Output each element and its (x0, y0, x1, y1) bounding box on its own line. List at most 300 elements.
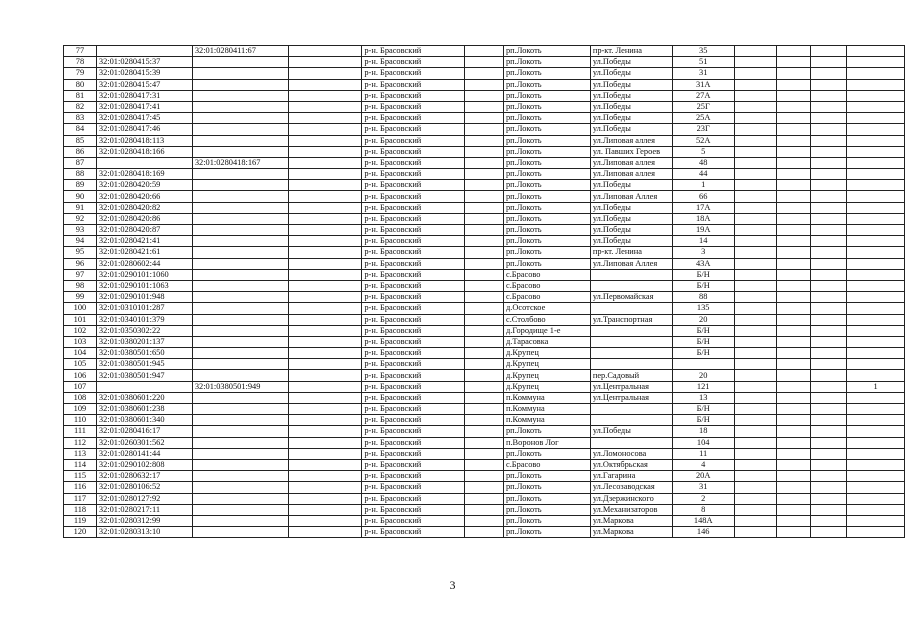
extra-cell (847, 135, 905, 146)
house-cell: Б/Н (672, 280, 734, 291)
empty-cell (811, 79, 847, 90)
settlement-cell: рп.Локоть (503, 471, 590, 482)
empty-cell (465, 314, 504, 325)
settlement-cell: д.Городище 1-е (503, 325, 590, 336)
table-row (64, 269, 905, 280)
empty-cell (777, 213, 811, 224)
table-row (64, 213, 905, 224)
empty-cell (734, 527, 777, 538)
row-number: 108 (64, 392, 97, 403)
cadastral-number: 32:01:0280417:41 (96, 101, 192, 112)
row-number: 98 (64, 280, 97, 291)
empty-cell (288, 202, 362, 213)
empty-cell (811, 46, 847, 57)
settlement-cell: рп.Локоть (503, 493, 590, 504)
table-row (64, 392, 905, 403)
table-row (64, 325, 905, 336)
row-number: 106 (64, 370, 97, 381)
extra-cell (847, 269, 905, 280)
cadastral-number-alt (192, 90, 288, 101)
extra-cell (847, 213, 905, 224)
extra-cell (847, 392, 905, 403)
table-row (64, 146, 905, 157)
district-cell: р-н. Брасовский (362, 101, 465, 112)
empty-cell (465, 157, 504, 168)
empty-cell (777, 90, 811, 101)
cadastral-number: 32:01:0280421:61 (96, 247, 192, 258)
empty-cell (465, 471, 504, 482)
empty-cell (811, 415, 847, 426)
table-row (64, 336, 905, 347)
empty-cell (777, 471, 811, 482)
house-cell: 18 (672, 426, 734, 437)
empty-cell (734, 157, 777, 168)
page-number: 3 (449, 578, 456, 592)
empty-cell (288, 448, 362, 459)
cadastral-number: 32:01:0380601:238 (96, 404, 192, 415)
district-cell: р-н. Брасовский (362, 515, 465, 526)
cadastral-number-alt (192, 135, 288, 146)
empty-cell (777, 303, 811, 314)
row-number: 114 (64, 459, 97, 470)
extra-cell (847, 303, 905, 314)
empty-cell (811, 101, 847, 112)
empty-cell (288, 225, 362, 236)
empty-cell (734, 336, 777, 347)
table-row (64, 236, 905, 247)
street-cell: ул.Победы (590, 113, 672, 124)
district-cell: р-н. Брасовский (362, 169, 465, 180)
empty-cell (465, 370, 504, 381)
cadastral-number-alt (192, 79, 288, 90)
empty-cell (288, 269, 362, 280)
house-cell: 20А (672, 471, 734, 482)
district-cell: р-н. Брасовский (362, 57, 465, 68)
house-cell: 148А (672, 515, 734, 526)
district-cell: р-н. Брасовский (362, 448, 465, 459)
street-cell (590, 325, 672, 336)
district-cell: р-н. Брасовский (362, 135, 465, 146)
settlement-cell: рп.Локоть (503, 124, 590, 135)
street-cell (590, 404, 672, 415)
district-cell: р-н. Брасовский (362, 124, 465, 135)
empty-cell (734, 292, 777, 303)
cadastral-number-alt (192, 404, 288, 415)
empty-cell (777, 426, 811, 437)
settlement-cell: рп.Локоть (503, 225, 590, 236)
street-cell: ул.Победы (590, 213, 672, 224)
empty-cell (734, 471, 777, 482)
house-cell: 19А (672, 225, 734, 236)
empty-cell (734, 348, 777, 359)
extra-cell (847, 191, 905, 202)
empty-cell (288, 359, 362, 370)
cadastral-number-alt (192, 504, 288, 515)
street-cell: ул.Победы (590, 202, 672, 213)
district-cell: р-н. Брасовский (362, 280, 465, 291)
extra-cell (847, 258, 905, 269)
empty-cell (465, 124, 504, 135)
table-row (64, 57, 905, 68)
empty-cell (288, 459, 362, 470)
empty-cell (777, 392, 811, 403)
empty-cell (811, 180, 847, 191)
table-row (64, 437, 905, 448)
empty-cell (288, 213, 362, 224)
cadastral-number-alt (192, 236, 288, 247)
empty-cell (777, 404, 811, 415)
empty-cell (288, 348, 362, 359)
empty-cell (465, 504, 504, 515)
district-cell: р-н. Брасовский (362, 437, 465, 448)
empty-cell (288, 280, 362, 291)
table-body (64, 46, 905, 538)
empty-cell (777, 527, 811, 538)
street-cell: ул.Победы (590, 90, 672, 101)
empty-cell (734, 258, 777, 269)
empty-cell (777, 124, 811, 135)
empty-cell (811, 247, 847, 258)
house-cell: Б/Н (672, 404, 734, 415)
empty-cell (465, 169, 504, 180)
settlement-cell: рп.Локоть (503, 527, 590, 538)
house-cell: 121 (672, 381, 734, 392)
empty-cell (288, 157, 362, 168)
empty-cell (811, 314, 847, 325)
row-number: 118 (64, 504, 97, 515)
empty-cell (465, 292, 504, 303)
street-cell: ул.Транспортная (590, 314, 672, 325)
table-row (64, 79, 905, 90)
street-cell: ул.Липовая аллея (590, 169, 672, 180)
district-cell: р-н. Брасовский (362, 236, 465, 247)
table-row (64, 359, 905, 370)
empty-cell (288, 381, 362, 392)
district-cell: р-н. Брасовский (362, 202, 465, 213)
cadastral-number: 32:01:0290102:808 (96, 459, 192, 470)
cadastral-number: 32:01:0280418:169 (96, 169, 192, 180)
cadastral-number-alt (192, 247, 288, 258)
empty-cell (811, 493, 847, 504)
settlement-cell: рп.Локоть (503, 113, 590, 124)
extra-cell (847, 79, 905, 90)
street-cell: ул.Первомайская (590, 292, 672, 303)
street-cell (590, 437, 672, 448)
street-cell: ул.Победы (590, 225, 672, 236)
house-cell: 43А (672, 258, 734, 269)
row-number: 102 (64, 325, 97, 336)
table-row (64, 493, 905, 504)
cadastral-number-alt (192, 202, 288, 213)
house-cell: 35 (672, 46, 734, 57)
district-cell: р-н. Брасовский (362, 191, 465, 202)
cadastral-number-alt (192, 348, 288, 359)
row-number: 101 (64, 314, 97, 325)
empty-cell (734, 515, 777, 526)
house-cell: 20 (672, 314, 734, 325)
extra-cell (847, 482, 905, 493)
district-cell: р-н. Брасовский (362, 146, 465, 157)
district-cell: р-н. Брасовский (362, 325, 465, 336)
extra-cell (847, 169, 905, 180)
cadastral-number: 32:01:0350302:22 (96, 325, 192, 336)
empty-cell (734, 180, 777, 191)
row-number: 86 (64, 146, 97, 157)
street-cell (590, 348, 672, 359)
empty-cell (465, 493, 504, 504)
extra-cell (847, 404, 905, 415)
extra-cell (847, 180, 905, 191)
row-number: 87 (64, 157, 97, 168)
empty-cell (734, 236, 777, 247)
district-cell: р-н. Брасовский (362, 258, 465, 269)
street-cell: пр-кт. Ленина (590, 46, 672, 57)
empty-cell (465, 437, 504, 448)
row-number: 91 (64, 202, 97, 213)
cadastral-number-alt (192, 180, 288, 191)
table-row (64, 191, 905, 202)
house-cell: 48 (672, 157, 734, 168)
district-cell: р-н. Брасовский (362, 303, 465, 314)
row-number: 110 (64, 415, 97, 426)
empty-cell (777, 359, 811, 370)
settlement-cell: рп.Локоть (503, 46, 590, 57)
street-cell: ул. Павших Героев (590, 146, 672, 157)
row-number: 88 (64, 169, 97, 180)
cadastral-number-alt (192, 258, 288, 269)
empty-cell (465, 404, 504, 415)
settlement-cell: рп.Локоть (503, 236, 590, 247)
empty-cell (734, 426, 777, 437)
row-number: 96 (64, 258, 97, 269)
row-number: 82 (64, 101, 97, 112)
district-cell: р-н. Брасовский (362, 415, 465, 426)
street-cell: ул.Гагарина (590, 471, 672, 482)
row-number: 80 (64, 79, 97, 90)
street-cell (590, 336, 672, 347)
empty-cell (734, 381, 777, 392)
empty-cell (288, 236, 362, 247)
district-cell: р-н. Брасовский (362, 79, 465, 90)
district-cell: р-н. Брасовский (362, 336, 465, 347)
street-cell: ул.Октябрьская (590, 459, 672, 470)
table-row (64, 124, 905, 135)
cadastral-number-alt (192, 459, 288, 470)
extra-cell (847, 236, 905, 247)
street-cell: ул.Центральная (590, 381, 672, 392)
cadastral-number: 32:01:0280313:10 (96, 527, 192, 538)
street-cell: ул.Липовая Аллея (590, 258, 672, 269)
house-cell: 135 (672, 303, 734, 314)
street-cell: ул.Лесозаводская (590, 482, 672, 493)
row-number: 115 (64, 471, 97, 482)
house-cell: 44 (672, 169, 734, 180)
row-number: 99 (64, 292, 97, 303)
extra-cell (847, 292, 905, 303)
empty-cell (288, 113, 362, 124)
settlement-cell: п.Воронов Лог (503, 437, 590, 448)
extra-cell (847, 437, 905, 448)
row-number: 90 (64, 191, 97, 202)
empty-cell (465, 269, 504, 280)
cadastral-number: 32:01:0280420:86 (96, 213, 192, 224)
settlement-cell: д.Крупец (503, 381, 590, 392)
cadastral-number-alt (192, 448, 288, 459)
empty-cell (734, 68, 777, 79)
empty-cell (777, 247, 811, 258)
street-cell: ул.Победы (590, 236, 672, 247)
empty-cell (465, 336, 504, 347)
empty-cell (465, 225, 504, 236)
district-cell: р-н. Брасовский (362, 370, 465, 381)
row-number: 89 (64, 180, 97, 191)
house-cell: 66 (672, 191, 734, 202)
settlement-cell: рп.Локоть (503, 57, 590, 68)
empty-cell (288, 135, 362, 146)
table-row (64, 527, 905, 538)
street-cell (590, 303, 672, 314)
empty-cell (288, 57, 362, 68)
empty-cell (734, 79, 777, 90)
house-cell: 13 (672, 392, 734, 403)
table-row (64, 68, 905, 79)
extra-cell (847, 101, 905, 112)
empty-cell (777, 258, 811, 269)
settlement-cell: п.Коммуна (503, 415, 590, 426)
empty-cell (777, 336, 811, 347)
empty-cell (465, 415, 504, 426)
table-row (64, 515, 905, 526)
row-number: 77 (64, 46, 97, 57)
row-number: 97 (64, 269, 97, 280)
table-row (64, 404, 905, 415)
extra-cell (847, 225, 905, 236)
district-cell: р-н. Брасовский (362, 392, 465, 403)
cadastral-number: 32:01:0280420:66 (96, 191, 192, 202)
empty-cell (288, 191, 362, 202)
table-row (64, 247, 905, 258)
extra-cell (847, 325, 905, 336)
empty-cell (734, 415, 777, 426)
cadastral-number-alt (192, 370, 288, 381)
cadastral-number-alt (192, 482, 288, 493)
row-number: 105 (64, 359, 97, 370)
empty-cell (777, 515, 811, 526)
empty-cell (734, 370, 777, 381)
empty-cell (288, 325, 362, 336)
street-cell: ул.Центральная (590, 392, 672, 403)
empty-cell (734, 90, 777, 101)
empty-cell (777, 191, 811, 202)
empty-cell (811, 191, 847, 202)
empty-cell (777, 79, 811, 90)
table-row (64, 101, 905, 112)
empty-cell (811, 269, 847, 280)
table-row (64, 448, 905, 459)
table-row (64, 348, 905, 359)
row-number: 94 (64, 236, 97, 247)
table-row (64, 157, 905, 168)
cadastral-number: 32:01:0280415:39 (96, 68, 192, 79)
empty-cell (811, 471, 847, 482)
cadastral-number: 32:01:0280421:41 (96, 236, 192, 247)
settlement-cell: с.Брасово (503, 459, 590, 470)
empty-cell (465, 448, 504, 459)
cadastral-number-alt (192, 213, 288, 224)
empty-cell (811, 169, 847, 180)
table-row (64, 314, 905, 325)
empty-cell (465, 515, 504, 526)
district-cell: р-н. Брасовский (362, 157, 465, 168)
empty-cell (811, 213, 847, 224)
empty-cell (734, 280, 777, 291)
settlement-cell: рп.Локоть (503, 515, 590, 526)
empty-cell (734, 314, 777, 325)
empty-cell (777, 437, 811, 448)
empty-cell (288, 493, 362, 504)
row-number: 112 (64, 437, 97, 448)
empty-cell (734, 46, 777, 57)
district-cell: р-н. Брасовский (362, 426, 465, 437)
settlement-cell: д.Тарасовка (503, 336, 590, 347)
row-number: 104 (64, 348, 97, 359)
settlement-cell: д.Крупец (503, 348, 590, 359)
settlement-cell: д.Крупец (503, 359, 590, 370)
extra-cell (847, 146, 905, 157)
empty-cell (734, 113, 777, 124)
empty-cell (465, 213, 504, 224)
empty-cell (465, 191, 504, 202)
district-cell: р-н. Брасовский (362, 459, 465, 470)
empty-cell (777, 135, 811, 146)
empty-cell (734, 101, 777, 112)
empty-cell (811, 359, 847, 370)
street-cell: ул.Маркова (590, 527, 672, 538)
settlement-cell: рп.Локоть (503, 426, 590, 437)
street-cell (590, 280, 672, 291)
cadastral-number-alt: 32:01:0380501:949 (192, 381, 288, 392)
table-row (64, 504, 905, 515)
settlement-cell: рп.Локоть (503, 258, 590, 269)
empty-cell (811, 348, 847, 359)
house-cell: 18А (672, 213, 734, 224)
empty-cell (734, 303, 777, 314)
empty-cell (288, 336, 362, 347)
house-cell: 31 (672, 482, 734, 493)
empty-cell (288, 101, 362, 112)
cadastral-number: 32:01:0280602:44 (96, 258, 192, 269)
extra-cell (847, 359, 905, 370)
empty-cell (734, 213, 777, 224)
street-cell (590, 269, 672, 280)
street-cell: ул.Победы (590, 426, 672, 437)
row-number: 78 (64, 57, 97, 68)
cadastral-number-alt (192, 68, 288, 79)
district-cell: р-н. Брасовский (362, 180, 465, 191)
cadastral-number-alt (192, 336, 288, 347)
cadastral-number: 32:01:0380201:137 (96, 336, 192, 347)
row-number: 81 (64, 90, 97, 101)
cadastral-number-alt (192, 101, 288, 112)
cadastral-number: 32:01:0380501:947 (96, 370, 192, 381)
empty-cell (811, 437, 847, 448)
street-cell: ул.Победы (590, 180, 672, 191)
street-cell: ул.Победы (590, 101, 672, 112)
cadastral-number-alt (192, 515, 288, 526)
house-cell: 17А (672, 202, 734, 213)
district-cell: р-н. Брасовский (362, 482, 465, 493)
table-row (64, 113, 905, 124)
